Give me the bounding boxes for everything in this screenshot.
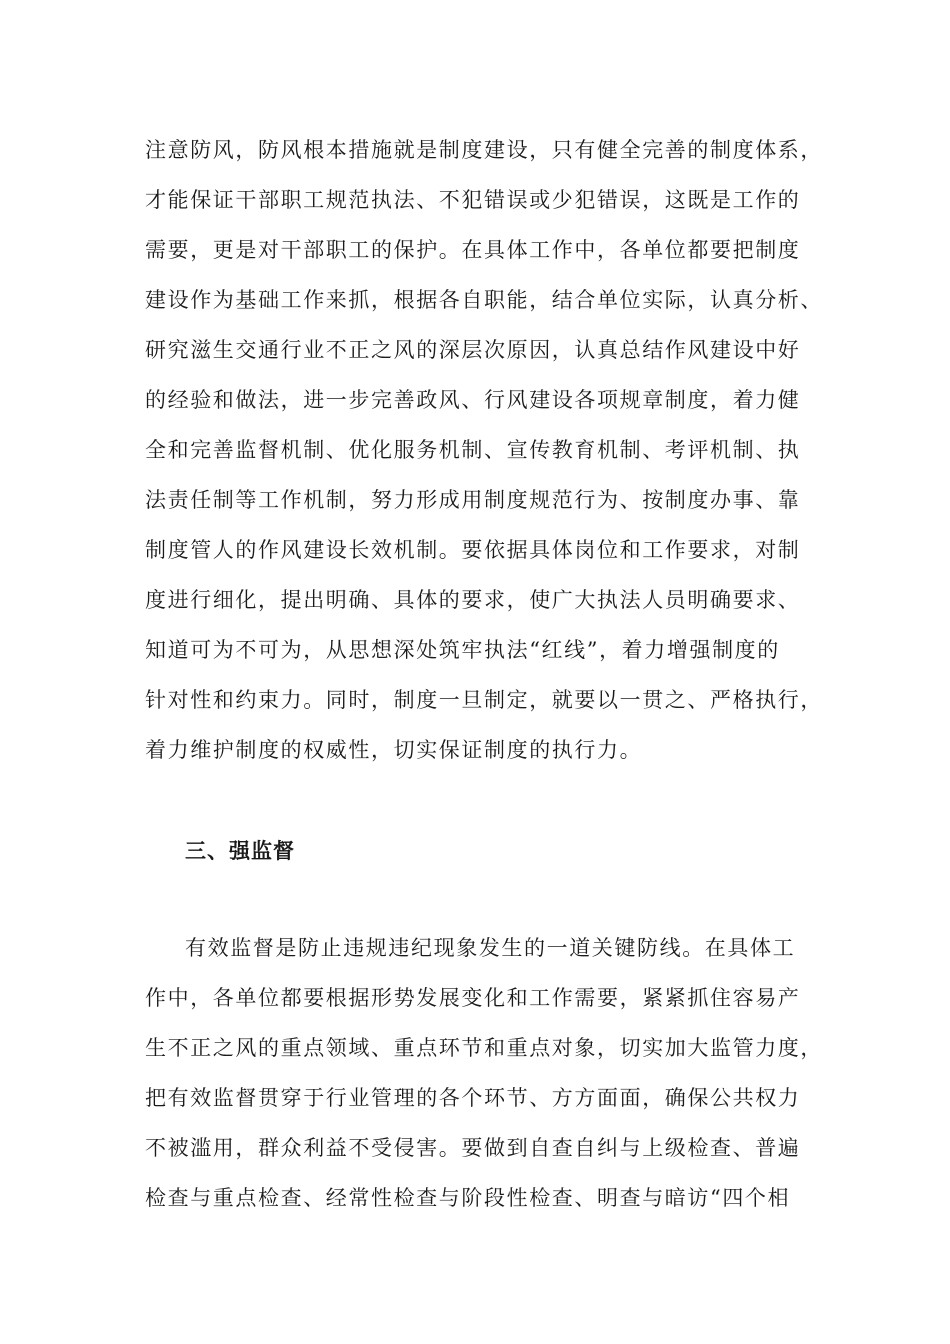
paragraph-2-line-2: 作中，各单位都要根据形势发展变化和工作需要，紧紧抓住容易产 [145,986,801,1010]
paragraph-1-line-1: 注意防风，防风根本措施就是制度建设，只有健全完善的制度体系， [145,138,823,162]
paragraph-1-line-9: 制度管人的作风建设长效机制。要依据具体岗位和工作要求，对制 [145,538,801,562]
paragraph-2-line-5: 不被滥用，群众利益不受侵害。要做到自查自纠与上级检查、普遍 [145,1136,801,1160]
paragraph-2-line-1: 有效监督是防止违规违纪现象发生的一道关键防线。在具体工 [185,936,796,960]
paragraph-1-line-12: 针对性和约束力。同时，制度一旦制定，就要以一贯之、严格执行， [145,688,823,712]
paragraph-2-line-3: 生不正之风的重点领域、重点环节和重点对象，切实加大监管力度， [145,1036,823,1060]
paragraph-1-line-6: 的经验和做法，进一步完善政风、行风建设各项规章制度，着力健 [145,388,801,412]
section-heading: 三、强监督 [185,838,295,863]
paragraph-1-line-5: 研究滋生交通行业不正之风的深层次原因，认真总结作风建设中好 [145,338,801,362]
paragraph-1-line-13: 着力维护制度的权威性，切实保证制度的执行力。 [145,738,643,762]
paragraph-1-line-2: 才能保证干部职工规范执法、不犯错误或少犯错误，这既是工作的 [145,188,801,212]
paragraph-2-line-4: 把有效监督贯穿于行业管理的各个环节、方方面面，确保公共权力 [145,1086,801,1110]
paragraph-1-line-7: 全和完善监督机制、优化服务机制、宣传教育机制、考评机制、执 [145,438,801,462]
paragraph-1-line-3: 需要，更是对干部职工的保护。在具体工作中，各单位都要把制度 [145,238,801,262]
paragraph-1-line-10: 度进行细化，提出明确、具体的要求，使广大执法人员明确要求、 [145,588,801,612]
paragraph-1-line-4: 建设作为基础工作来抓，根据各自职能，结合单位实际，认真分析、 [145,288,823,312]
paragraph-1-line-8: 法责任制等工作机制，努力形成用制度规范行为、按制度办事、靠 [145,488,801,512]
paragraph-1-line-11: 知道可为不可为，从思想深处筑牢执法“红线”，着力增强制度的 [145,638,780,662]
paragraph-2-line-6: 检查与重点检查、经常性检查与阶段性检查、明查与暗访“四个相 [145,1186,791,1210]
